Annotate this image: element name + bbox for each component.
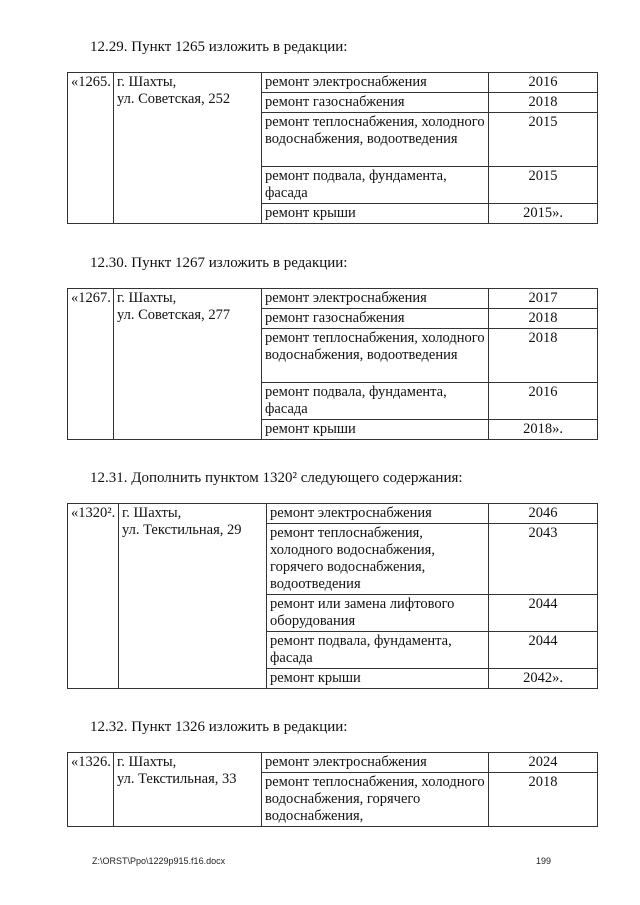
- work-year: 2018: [489, 309, 598, 329]
- address-cell: [114, 289, 262, 440]
- section-heading: 12.30. Пункт 1267 изложить в редакции:: [90, 255, 348, 271]
- work-type: ремонт подвала, фундамента, фасада: [262, 383, 489, 420]
- work-year: 2043: [489, 524, 598, 595]
- work-type: ремонт газоснабжения: [262, 309, 489, 329]
- work-type: ремонт газоснабжения: [262, 93, 489, 113]
- work-year: 2015».: [489, 204, 598, 224]
- work-year: 2016: [489, 383, 598, 420]
- work-type: ремонт подвала, фундамента, фасада: [267, 632, 489, 669]
- work-year: 2015: [489, 167, 598, 204]
- address-city: г. Шахты,: [117, 754, 177, 770]
- section-heading: 12.31. Дополнить пунктом 1320² следующего содержания:: [90, 470, 463, 486]
- work-year: 2017: [489, 289, 598, 309]
- work-year: 2024: [489, 753, 598, 773]
- work-type: ремонт электроснабжения: [267, 504, 489, 524]
- item-number: «1265.: [68, 73, 114, 224]
- address-city: г. Шахты,: [117, 74, 177, 90]
- item-number: «1326.: [68, 753, 114, 827]
- work-type: ремонт крыши: [262, 420, 489, 440]
- repair-schedule-table: [67, 72, 598, 224]
- section-heading: 12.29. Пункт 1265 изложить в редакции:: [90, 39, 348, 55]
- table-row: [68, 289, 598, 309]
- work-year: 2015: [489, 113, 598, 167]
- work-type: ремонт электроснабжения: [262, 289, 489, 309]
- address-street: ул. Текстильная, 29: [122, 522, 242, 538]
- work-year: 2044: [489, 595, 598, 632]
- footer-file-path: Z:\ORST\Ppo\1229p915.f16.docx: [92, 856, 226, 866]
- table-row: [68, 504, 598, 524]
- work-type: ремонт теплоснабжения, холодного водоснабжения, водоотведения: [262, 329, 489, 383]
- address-cell: [119, 504, 267, 689]
- section-heading: 12.32. Пункт 1326 изложить в редакции:: [90, 719, 348, 735]
- work-year: 2046: [489, 504, 598, 524]
- table-row: [68, 73, 598, 93]
- work-type: ремонт теплоснабжения, холодного водоснабжения, горячего водоснабжения, водоотведения: [267, 524, 489, 595]
- work-type: ремонт подвала, фундамента, фасада: [262, 167, 489, 204]
- address-city: г. Шахты,: [117, 290, 177, 306]
- address-street: ул. Советская, 277: [117, 307, 231, 323]
- work-year: 2018: [489, 93, 598, 113]
- work-type: ремонт крыши: [267, 669, 489, 689]
- work-type: ремонт электроснабжения: [262, 753, 489, 773]
- address-street: ул. Текстильная, 33: [117, 771, 237, 787]
- work-type: ремонт электроснабжения: [262, 73, 489, 93]
- work-type: ремонт или замена лифтового оборудования: [267, 595, 489, 632]
- address-cell: [114, 753, 262, 827]
- repair-schedule-table: [67, 288, 598, 440]
- work-type: ремонт крыши: [262, 204, 489, 224]
- work-type: ремонт теплоснабжения, холодного водоснабжения, горячего водоснабжения,: [262, 773, 489, 827]
- address-city: г. Шахты,: [122, 505, 182, 521]
- repair-schedule-table: [67, 752, 598, 827]
- work-year: 2016: [489, 73, 598, 93]
- address-street: ул. Советская, 252: [117, 91, 231, 107]
- work-year: 2042».: [489, 669, 598, 689]
- table-row: [68, 753, 598, 773]
- work-year: 2018: [489, 329, 598, 383]
- work-year: 2044: [489, 632, 598, 669]
- item-number: «1267.: [68, 289, 114, 440]
- address-cell: [114, 73, 262, 224]
- footer-page-number: 199: [536, 856, 552, 866]
- work-type: ремонт теплоснабжения, холодного водоснабжения, водоотведения: [262, 113, 489, 167]
- repair-schedule-table: [67, 503, 598, 689]
- work-year: 2018».: [489, 420, 598, 440]
- work-year: 2018: [489, 773, 598, 827]
- item-number: «1320².: [68, 504, 119, 689]
